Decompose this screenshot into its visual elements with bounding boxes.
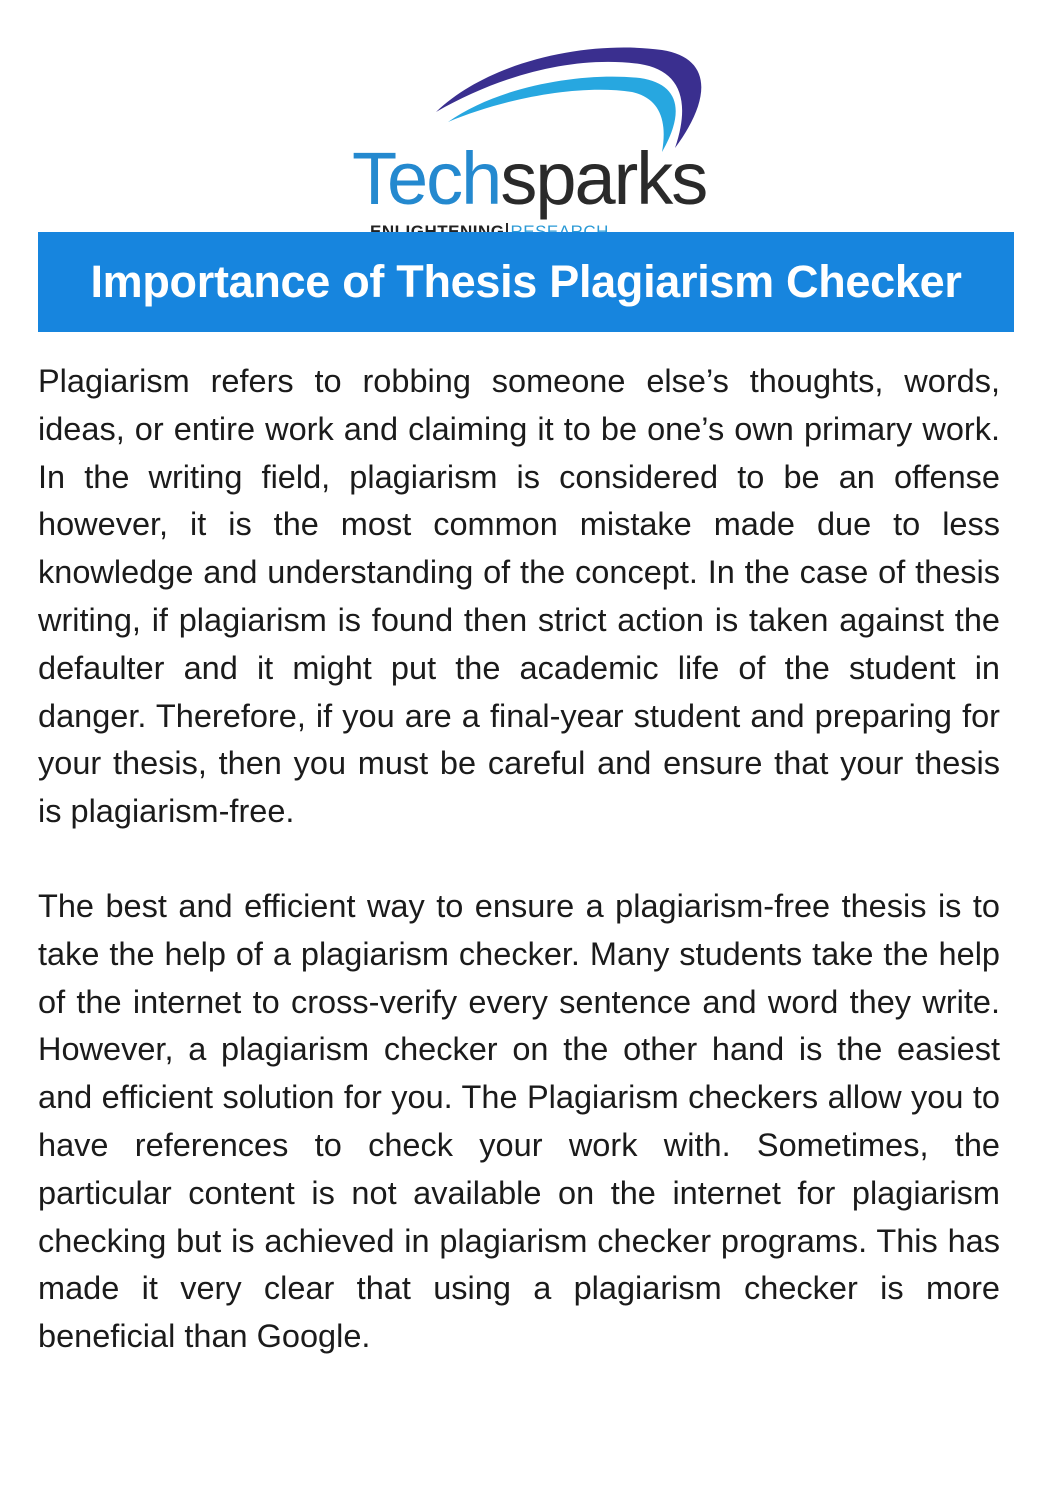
page-title: Importance of Thesis Plagiarism Checker	[90, 256, 962, 307]
paragraph-2: The best and efficient way to ensure a plagiarism-free thesis is to take the help of a plagiarism checker. Many students take the help of the internet to cross-verify every sentence and word they write. However, a plagiarism checker on the other hand is the easiest and efficient solution for you. The Plagiarism checkers allow you to have references to check your work with. Sometimes, the particular content is not available on the internet for plagiarism checking but is achieved in plagiarism checker programs. This has made it very clear that using a plagiarism checker is more beneficial than Google.	[38, 887, 1000, 1355]
logo-wordmark	[352, 137, 707, 220]
title-banner	[38, 232, 1014, 332]
logo-name-sparks: sparks	[500, 137, 707, 220]
techsparks-logo	[340, 40, 720, 220]
paragraph-1: Plagiarism refers to robbing someone else’s thoughts, words, ideas, or entire work and claiming it to be one’s own primary work. In the writing field, plagiarism is considered to be an offense however, it is the most common mistake made due to less knowledge and understanding of the concept. In the case of thesis writing, if plagiarism is found then strict action is taken against the defaulter and it might put the academic life of the student in danger. Therefore, if you are a final-year student and preparing for your thesis, then you must be careful and ensure that your thesis is plagiarism-free.	[38, 363, 1000, 830]
logo-name-tech: Tech	[352, 137, 501, 220]
article-body	[38, 358, 1000, 1408]
